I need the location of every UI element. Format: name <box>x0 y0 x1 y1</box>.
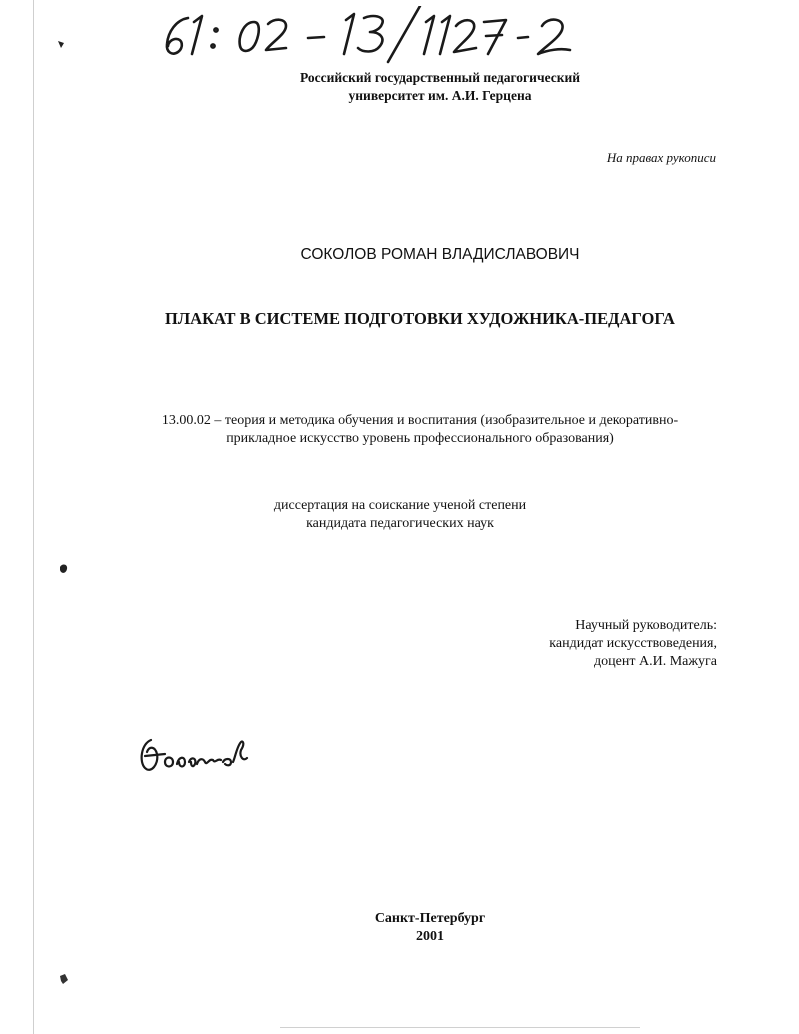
degree-statement <box>140 497 660 533</box>
degree-line-2: кандидата педагогических наук <box>306 516 494 531</box>
scan-speck-middle <box>58 562 70 576</box>
author-name: СОКОЛОВ РОМАН ВЛАДИСЛАВОВИЧ <box>300 246 580 263</box>
scientific-advisor <box>549 617 717 671</box>
page-bottom-edge <box>280 1027 640 1028</box>
university-line-2: университет им. А.И. Герцена <box>348 88 532 103</box>
specialty-code <box>60 412 780 448</box>
university-line-1: Российский государственный педагогический <box>299 70 581 85</box>
advisor-line-1: Научный руководитель: <box>575 618 717 633</box>
city-and-year <box>180 910 680 946</box>
scan-speck-top <box>55 38 67 50</box>
specialty-line-1: 13.00.02 – теория и методика обучения и воспитания (изобразительное и декоративно- <box>161 413 679 428</box>
dissertation-title: ПЛАКАТ В СИСТЕМЕ ПОДГОТОВКИ ХУДОЖНИКА-ПЕДАГОГА <box>165 309 675 328</box>
publication-year: 2001 <box>416 929 444 944</box>
advisor-line-2: кандидат искусствоведения, <box>549 636 717 651</box>
city-name: Санкт-Петербург <box>374 911 486 926</box>
author-signature <box>135 732 260 777</box>
degree-line-1: диссертация на соискание ученой степени <box>273 498 527 513</box>
advisor-line-3: доцент А.И. Мажуга <box>594 654 717 669</box>
university-name <box>180 69 700 105</box>
specialty-line-2: прикладное искусство уровень профессионального образования) <box>226 431 614 446</box>
handwritten-archive-code <box>150 6 590 64</box>
scan-speck-bottom <box>57 972 71 986</box>
rights-note: На правах рукописи <box>606 150 716 165</box>
page-left-edge <box>33 0 34 1034</box>
